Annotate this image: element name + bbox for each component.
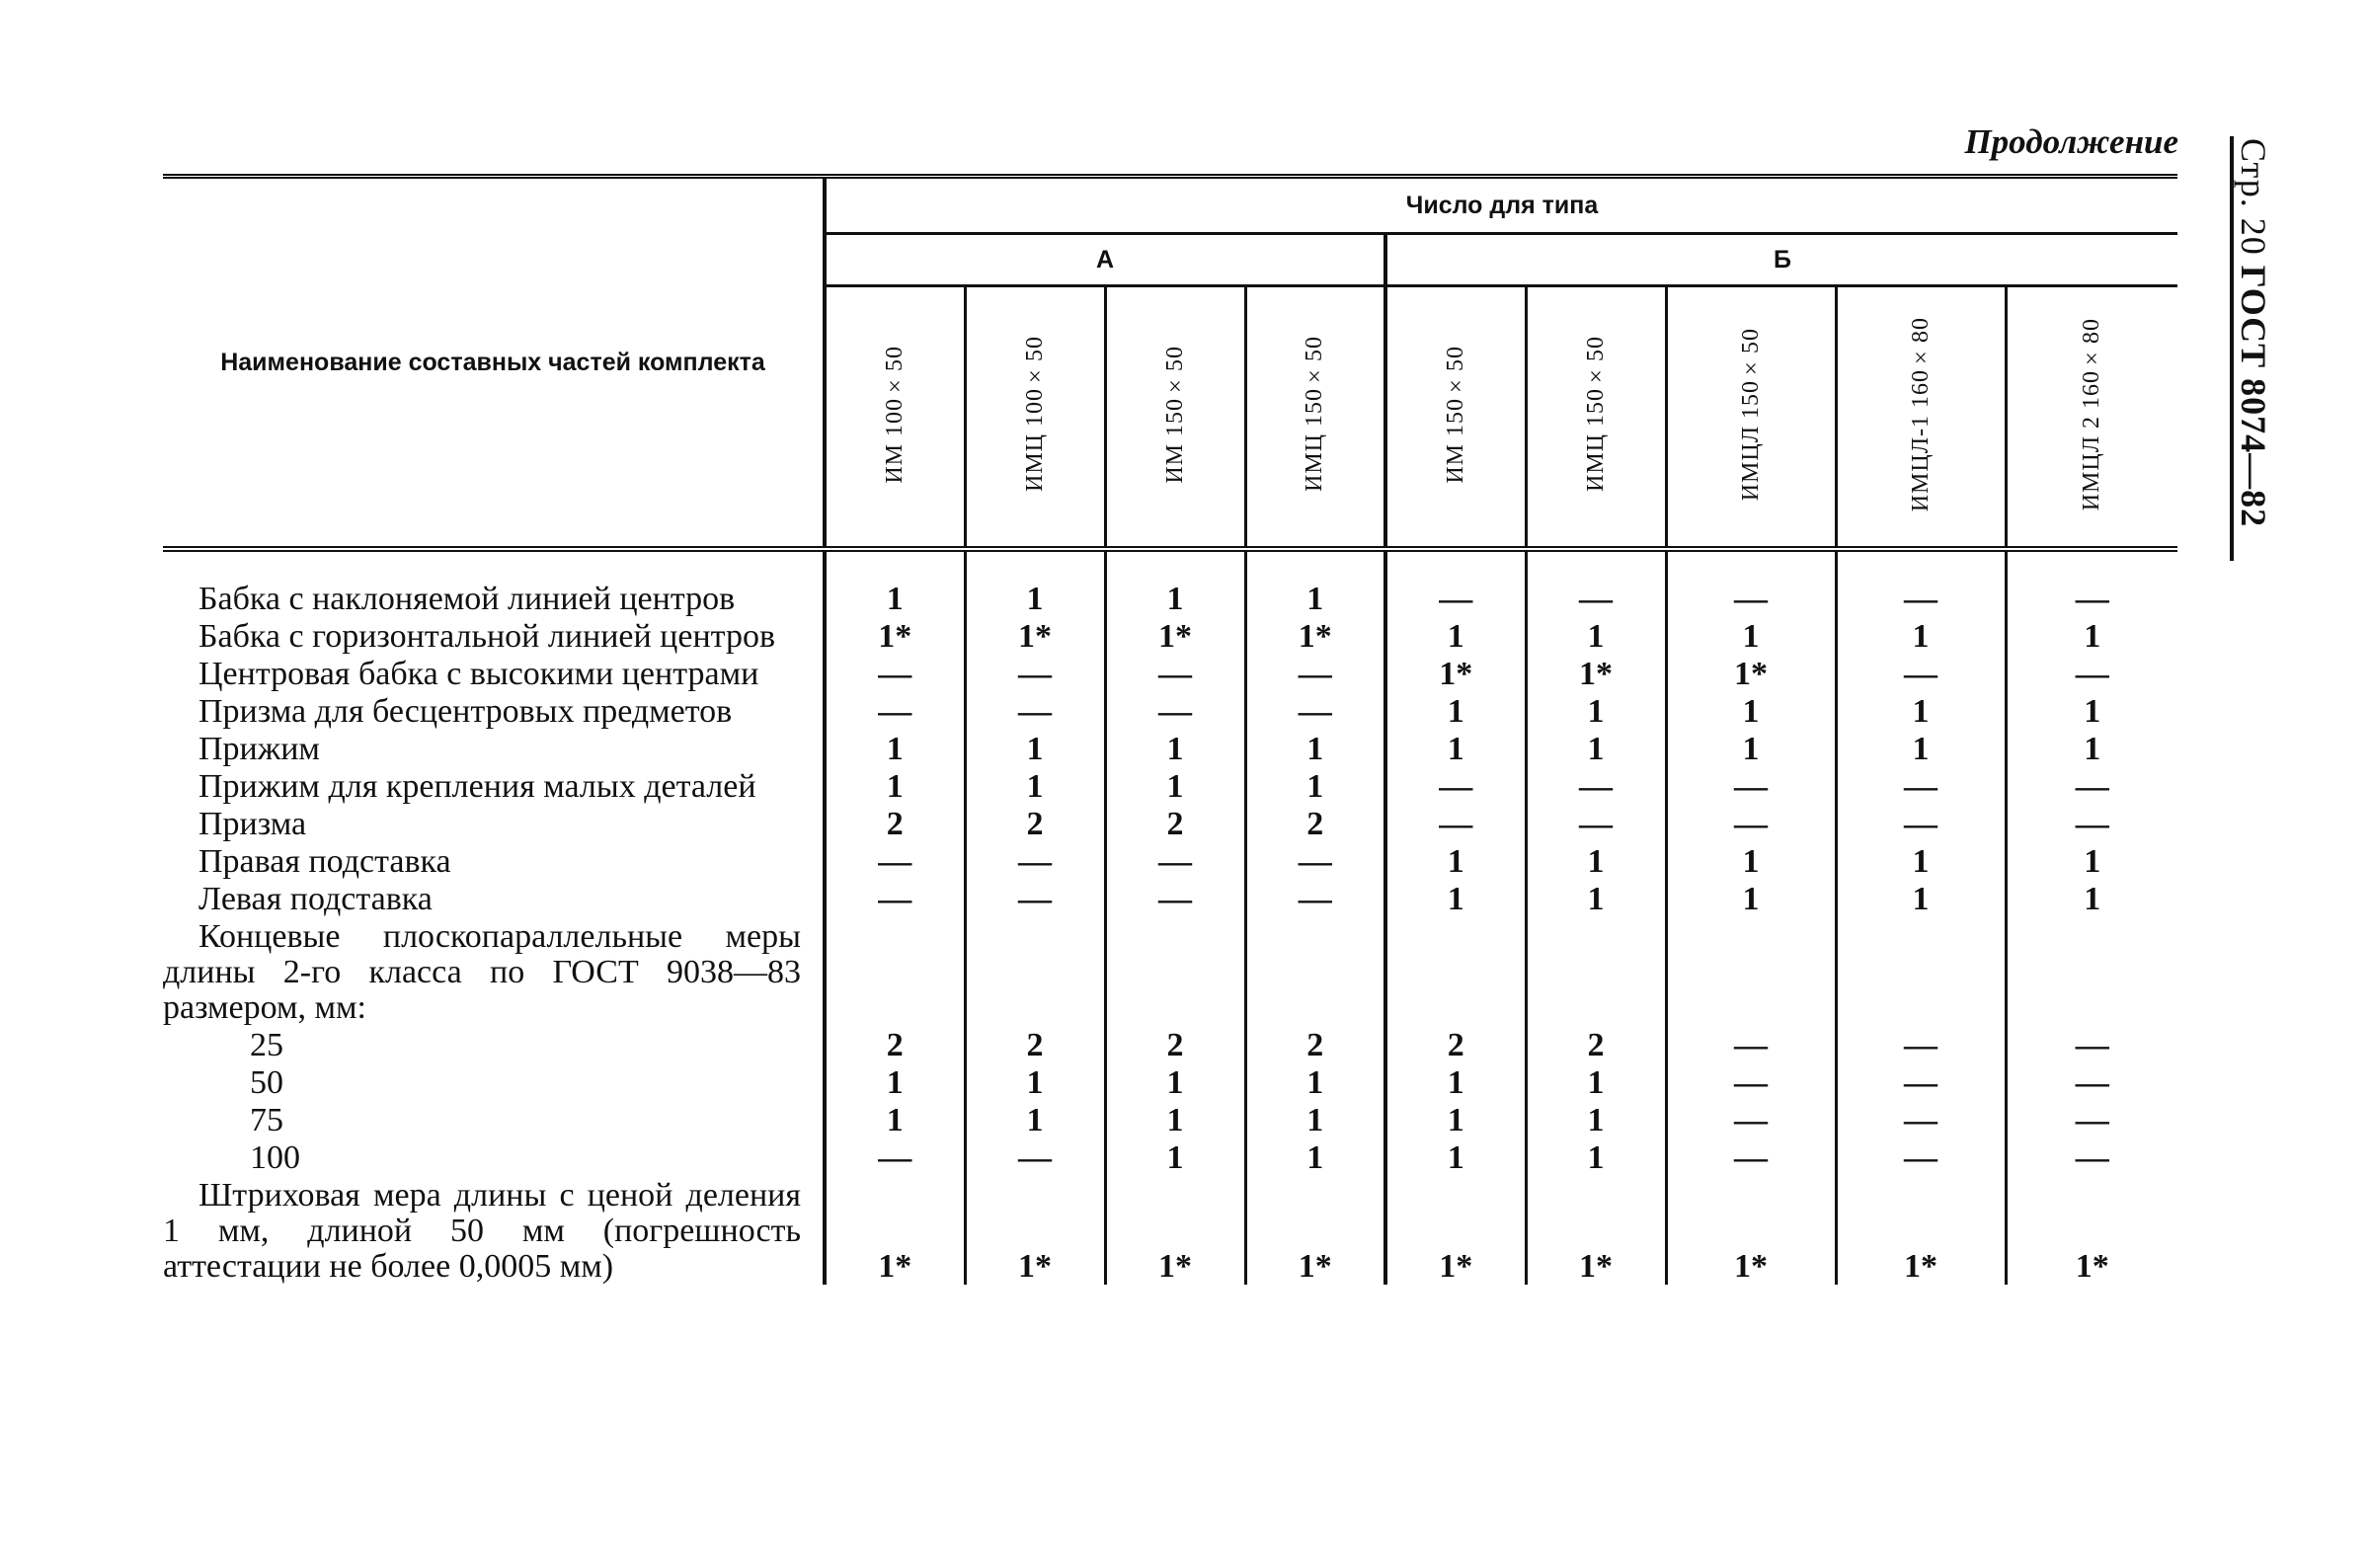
group-header: Число для типа <box>825 177 2177 234</box>
quantity-cell: 2 <box>1105 805 1245 842</box>
quantity-cell: — <box>1836 1101 2006 1138</box>
table-row <box>163 1026 2177 1063</box>
continuation-label: Продолжение <box>1964 122 2178 161</box>
quantity-cell: 1 <box>1385 692 1526 730</box>
quantity-cell: — <box>825 692 965 730</box>
type-a-header: А <box>825 234 1385 286</box>
quantity-cell: — <box>1385 767 1526 805</box>
type-b-header: Б <box>1385 234 2177 286</box>
quantity-cell: 1 <box>1105 1138 1245 1176</box>
quantity-cell: — <box>1105 655 1245 692</box>
quantity-cell: 1* <box>1385 1176 1526 1285</box>
quantity-cell: 1* <box>965 617 1105 655</box>
quantity-cell: — <box>965 842 1105 880</box>
quantity-cell: — <box>1666 1063 1836 1101</box>
quantity-cell: 1 <box>1245 767 1385 805</box>
quantity-cell: — <box>1836 767 2006 805</box>
component-name: Концевые плоскопараллельные меры длины 2-го класса по ГОСТ 9038—83 размером, мм: <box>163 918 801 1026</box>
page-header-side <box>2233 138 2274 527</box>
quantity-cell: — <box>1245 692 1385 730</box>
table-row <box>163 805 2177 842</box>
quantity-cell: — <box>1666 1026 1836 1063</box>
quantity-cell: — <box>2006 549 2177 617</box>
model-header: ИМЦ 100×50 <box>965 286 1105 550</box>
quantity-cell: 2 <box>1105 1026 1245 1063</box>
component-name: 50 <box>250 1064 283 1101</box>
model-header: ИМЦЛ 2 160×80 <box>2006 286 2177 550</box>
quantity-cell: 1 <box>1836 730 2006 767</box>
quantity-cell: 1 <box>1385 617 1526 655</box>
quantity-cell: 1 <box>1526 730 1666 767</box>
quantity-cell: 1 <box>1105 1101 1245 1138</box>
quantity-cell: 1 <box>965 730 1105 767</box>
quantity-cell: — <box>1526 549 1666 617</box>
quantity-cell: 1 <box>1385 1138 1526 1176</box>
table-row <box>163 1138 2177 1176</box>
quantity-cell: — <box>2006 1063 2177 1101</box>
quantity-cell: 1 <box>1526 842 1666 880</box>
quantity-cell: — <box>1526 767 1666 805</box>
quantity-cell: 1* <box>1245 617 1385 655</box>
table-row <box>163 1101 2177 1138</box>
component-name: Правая подставка <box>198 843 451 880</box>
quantity-cell: — <box>1385 805 1526 842</box>
model-header: ИМ 150×50 <box>1385 286 1526 550</box>
model-header: ИМЦ 150×50 <box>1526 286 1666 550</box>
quantity-cell: 1 <box>1666 617 1836 655</box>
quantity-cell: 1 <box>1385 1063 1526 1101</box>
component-name: Центровая бабка с высокими центрами <box>198 656 759 692</box>
quantity-cell: — <box>1105 692 1245 730</box>
quantity-cell: 1 <box>825 767 965 805</box>
table-row <box>163 1063 2177 1101</box>
quantity-cell: 2 <box>1526 1026 1666 1063</box>
quantity-cell: — <box>965 1138 1105 1176</box>
quantity-cell <box>1105 917 1245 1026</box>
quantity-cell: 1* <box>1245 1176 1385 1285</box>
table-row <box>163 730 2177 767</box>
quantity-cell <box>1666 917 1836 1026</box>
quantity-cell: 2 <box>1245 1026 1385 1063</box>
quantity-cell: 1 <box>965 1063 1105 1101</box>
quantity-cell: 1 <box>1105 549 1245 617</box>
quantity-cell <box>1836 917 2006 1026</box>
quantity-cell: — <box>1245 842 1385 880</box>
table-row <box>163 767 2177 805</box>
quantity-cell: — <box>1836 1026 2006 1063</box>
quantity-cell: 1 <box>1836 842 2006 880</box>
model-header: ИМЦЛ-1 160×80 <box>1836 286 2006 550</box>
quantity-cell: 1* <box>1526 655 1666 692</box>
quantity-cell: 1 <box>1526 1138 1666 1176</box>
quantity-cell: 2 <box>1385 1026 1526 1063</box>
quantity-cell: 1* <box>825 1176 965 1285</box>
quantity-cell: — <box>825 655 965 692</box>
standard-number: ГОСТ 8074—82 <box>2234 265 2273 528</box>
quantity-cell: — <box>965 655 1105 692</box>
table-row <box>163 655 2177 692</box>
quantity-cell: 1 <box>2006 617 2177 655</box>
quantity-cell: 2 <box>825 1026 965 1063</box>
component-name: 25 <box>250 1027 283 1063</box>
component-name: 100 <box>250 1139 300 1176</box>
quantity-cell: 1* <box>1105 617 1245 655</box>
column-header-name: Наименование составных частей комплекта <box>163 177 825 550</box>
quantity-cell: 1 <box>1526 1101 1666 1138</box>
model-header: ИМ 150×50 <box>1105 286 1245 550</box>
quantity-cell: 1 <box>965 1101 1105 1138</box>
quantity-cell: 1 <box>1666 880 1836 917</box>
table-row <box>163 692 2177 730</box>
quantity-cell: — <box>1666 1138 1836 1176</box>
table-row <box>163 842 2177 880</box>
component-name: Призма <box>198 806 307 842</box>
quantity-cell: 2 <box>825 805 965 842</box>
quantity-cell: — <box>965 692 1105 730</box>
quantity-cell <box>965 917 1105 1026</box>
quantity-cell: 1 <box>1526 692 1666 730</box>
quantity-cell: — <box>1105 842 1245 880</box>
quantity-cell: — <box>2006 655 2177 692</box>
quantity-cell: 1* <box>2006 1176 2177 1285</box>
quantity-cell: 1 <box>1105 767 1245 805</box>
model-header: ИМЦЛ 150×50 <box>1666 286 1836 550</box>
quantity-cell: — <box>2006 805 2177 842</box>
quantity-cell: 1* <box>1666 655 1836 692</box>
component-name: Бабка с наклоняемой линией центров <box>198 581 736 617</box>
model-header: ИМ 100×50 <box>825 286 965 550</box>
quantity-cell <box>1245 917 1385 1026</box>
quantity-cell: 1 <box>2006 880 2177 917</box>
quantity-cell: — <box>1836 805 2006 842</box>
quantity-cell: — <box>1245 655 1385 692</box>
quantity-cell <box>1526 917 1666 1026</box>
quantity-cell: 1 <box>1245 1138 1385 1176</box>
quantity-cell: 1 <box>1526 617 1666 655</box>
quantity-cell: 1* <box>1526 1176 1666 1285</box>
model-header: ИМЦ 150×50 <box>1245 286 1385 550</box>
quantity-cell: 1 <box>1105 1063 1245 1101</box>
quantity-cell: — <box>1836 655 2006 692</box>
quantity-cell: — <box>825 1138 965 1176</box>
quantity-cell: 1 <box>1385 1101 1526 1138</box>
quantity-cell: — <box>1836 1138 2006 1176</box>
table-row <box>163 617 2177 655</box>
quantity-cell: — <box>2006 767 2177 805</box>
quantity-cell: — <box>1836 549 2006 617</box>
quantity-cell: 1 <box>1526 1063 1666 1101</box>
quantity-cell: — <box>1245 880 1385 917</box>
quantity-cell <box>2006 917 2177 1026</box>
quantity-cell: — <box>1666 1101 1836 1138</box>
quantity-cell: 1 <box>825 1101 965 1138</box>
quantity-cell: 1* <box>1836 1176 2006 1285</box>
quantity-cell: 2 <box>965 805 1105 842</box>
quantity-cell: 1 <box>965 549 1105 617</box>
quantity-cell: — <box>2006 1101 2177 1138</box>
component-name: Прижим <box>198 731 320 767</box>
component-name: Левая подставка <box>198 881 433 917</box>
quantity-cell: 1 <box>2006 842 2177 880</box>
quantity-cell: 1 <box>1105 730 1245 767</box>
quantity-cell: 1 <box>1245 549 1385 617</box>
quantity-cell <box>1385 917 1526 1026</box>
quantity-cell: — <box>1526 805 1666 842</box>
quantity-cell: 1 <box>1836 692 2006 730</box>
quantity-cell: 1 <box>1385 842 1526 880</box>
quantity-cell: 2 <box>965 1026 1105 1063</box>
quantity-cell: 1 <box>2006 692 2177 730</box>
component-name: Штриховая мера длины с ценой деления 1 мм, длиной 50 мм (погрешность аттестации не более 0,0005 мм) <box>163 1177 801 1285</box>
quantity-cell: 1 <box>1666 692 1836 730</box>
table-body <box>163 549 2177 1285</box>
component-name: 75 <box>250 1102 283 1138</box>
quantity-cell <box>825 917 965 1026</box>
quantity-cell: — <box>1666 549 1836 617</box>
quantity-cell: — <box>2006 1138 2177 1176</box>
quantity-cell: 1* <box>1385 655 1526 692</box>
component-name: Призма для бесцентровых предметов <box>198 693 733 730</box>
table-row <box>163 549 2177 617</box>
quantity-cell: 1 <box>1836 617 2006 655</box>
quantity-cell: 1 <box>1245 1063 1385 1101</box>
quantity-cell: 1 <box>1245 730 1385 767</box>
page-number: Стр. 20 <box>2234 138 2273 256</box>
quantity-cell: — <box>1666 805 1836 842</box>
table-row <box>163 880 2177 917</box>
component-name: Бабка с горизонтальной линией центров <box>198 618 775 655</box>
quantity-cell: 1* <box>1666 1176 1836 1285</box>
quantity-cell: 1 <box>1666 730 1836 767</box>
quantity-cell: 1 <box>1836 880 2006 917</box>
quantity-cell: 1 <box>1385 880 1526 917</box>
components-table <box>163 174 2177 1285</box>
quantity-cell: — <box>1385 549 1526 617</box>
quantity-cell: — <box>1836 1063 2006 1101</box>
quantity-cell: 1 <box>1666 842 1836 880</box>
quantity-cell: — <box>965 880 1105 917</box>
quantity-cell: — <box>2006 1026 2177 1063</box>
quantity-cell: 1 <box>2006 730 2177 767</box>
quantity-cell: 1 <box>1245 1101 1385 1138</box>
quantity-cell: — <box>1666 767 1836 805</box>
quantity-cell: — <box>1105 880 1245 917</box>
quantity-cell: 1 <box>1526 880 1666 917</box>
quantity-cell: — <box>825 842 965 880</box>
table-row <box>163 917 2177 1026</box>
quantity-cell: 1* <box>825 617 965 655</box>
quantity-cell: 1 <box>825 730 965 767</box>
quantity-cell: 1* <box>1105 1176 1245 1285</box>
quantity-cell: 1 <box>1385 730 1526 767</box>
quantity-cell: 1 <box>965 767 1105 805</box>
quantity-cell: 2 <box>1245 805 1385 842</box>
quantity-cell: 1* <box>965 1176 1105 1285</box>
table-row <box>163 1176 2177 1285</box>
quantity-cell: 1 <box>825 549 965 617</box>
quantity-cell: — <box>825 880 965 917</box>
component-name: Прижим для крепления малых деталей <box>198 768 756 805</box>
quantity-cell: 1 <box>825 1063 965 1101</box>
